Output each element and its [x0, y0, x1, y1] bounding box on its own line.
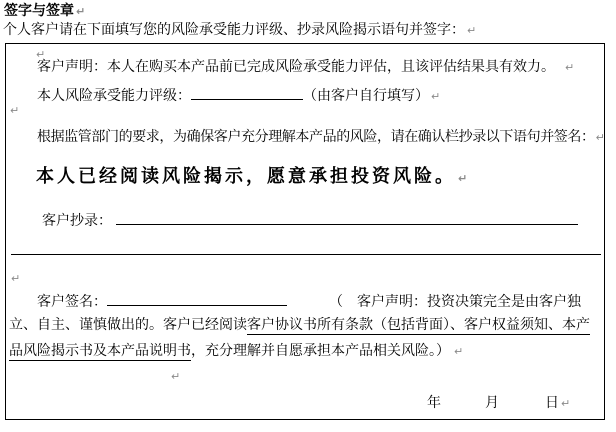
paragraph-mark: ↵ — [561, 397, 571, 410]
copy-fill-blank-1[interactable] — [116, 210, 578, 225]
signature-note-line1: （ 客户声明：投资决策完全是由客户独 — [329, 295, 581, 310]
signature-note-line2-underlined: 客户协议书所有条款（包括背面）、客户权益须知、本产 — [247, 318, 590, 333]
date-month-label: 月 — [485, 396, 499, 411]
signature-form-box — [5, 43, 605, 420]
signature-note-line3 — [9, 343, 463, 361]
paragraph-mark: ↵ — [76, 5, 86, 18]
copy-fill-blank-2[interactable] — [11, 240, 601, 255]
paragraph-mark: ↵ — [11, 272, 21, 285]
rating-line — [37, 85, 440, 106]
risk-statement-line — [36, 165, 467, 190]
rating-label: 本人风险承受能力评级： — [37, 89, 191, 104]
line-break-mark: ↵ — [595, 131, 605, 144]
date-day-label: 日 — [545, 396, 559, 411]
signature-note-line2-plain: 立、自主、谨慎做出的。客户已经阅读 — [9, 318, 247, 333]
section-title-line — [4, 3, 85, 21]
regulator-line — [37, 129, 604, 147]
paragraph-mark: ↵ — [36, 48, 46, 61]
declaration-line — [37, 59, 574, 77]
line-break-mark: ↵ — [458, 172, 468, 185]
regulator-text: 根据监管部门的要求，为确保客户充分理解本产品的风险，请在确认栏抄录以下语句并签名： — [37, 130, 595, 145]
signature-note-line3-plain: ，充分理解并自愿承担本产品相关风险。） — [191, 344, 450, 359]
signature-fill-blank[interactable] — [107, 291, 287, 306]
paragraph-mark: ↵ — [467, 24, 477, 37]
line-break-mark: ↵ — [565, 61, 575, 74]
section-title: 签字与签章 — [4, 4, 74, 19]
paragraph-mark: ↵ — [171, 370, 181, 383]
signature-line — [37, 291, 581, 312]
rating-note: （由客户自行填写） — [303, 89, 429, 104]
risk-statement-text: 本人已经阅读风险揭示，愿意承担投资风险。 — [36, 166, 456, 186]
instruction-text: 个人客户请在下面填写您的风险承受能力评级、抄录风险揭示语句并签字： — [3, 23, 465, 38]
date-year-label: 年 — [427, 396, 441, 411]
paragraph-mark: ↵ — [454, 345, 464, 358]
copy-line — [42, 210, 578, 231]
instruction-line — [3, 22, 476, 40]
signature-label: 客户签名： — [37, 295, 107, 310]
paragraph-mark: ↵ — [10, 104, 20, 117]
signature-note-line3-underlined: 品风险揭示书及本产品说明书 — [9, 344, 191, 359]
date-line — [427, 395, 570, 413]
declaration-text: 客户声明：本人在购买本产品前已完成风险承受能力评估，且该评估结果具有效力。 — [37, 60, 555, 75]
line-break-mark: ↵ — [431, 90, 441, 103]
signature-note-line2 — [9, 317, 590, 335]
copy-label: 客户抄录： — [42, 214, 112, 229]
rating-fill-blank[interactable] — [191, 85, 303, 100]
